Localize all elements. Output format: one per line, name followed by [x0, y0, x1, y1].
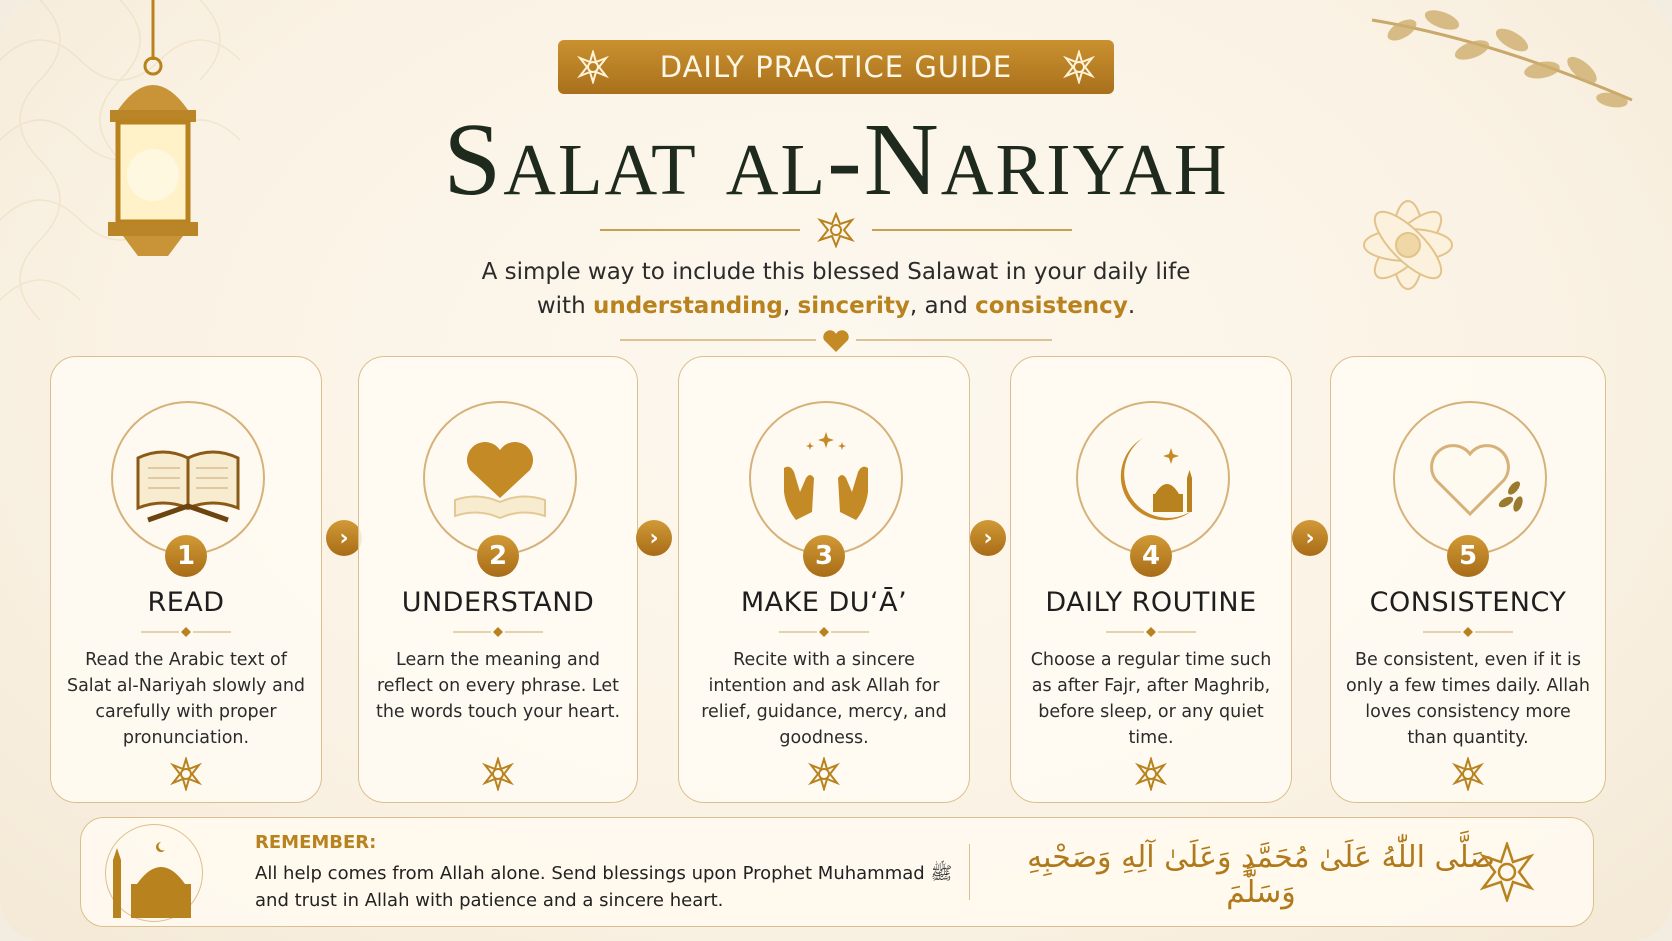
subtitle-line1: A simple way to include this blessed Salawat in your daily life: [481, 259, 1191, 285]
step-number: 4: [1130, 535, 1172, 577]
flower-ornament-icon: [169, 757, 203, 791]
step-card-understand: [358, 356, 638, 803]
step-icon-circle: [1393, 401, 1547, 555]
step-heading: READ: [147, 587, 225, 618]
mosque-icon: [91, 822, 211, 922]
step-heading: UNDERSTAND: [401, 587, 595, 618]
subtitle: [0, 255, 1672, 323]
white-heart-icon: [1410, 428, 1530, 528]
subtitle-text: .: [1127, 293, 1136, 319]
step-description: Recite with a sincere intention and ask Allah for relief, guidance, mercy, and goodness.: [701, 650, 947, 748]
remember-title: REMEMBER:: [255, 832, 377, 853]
subtitle-text: ,: [782, 293, 798, 319]
step-number: 1: [165, 535, 207, 577]
practice-guide-banner: [558, 40, 1114, 94]
banner-label: DAILY PRACTICE GUIDE: [659, 50, 1013, 84]
mini-divider: [779, 625, 869, 639]
step-icon-circle: [423, 401, 577, 555]
step-number: 5: [1447, 535, 1489, 577]
flower-ornament-icon: [481, 757, 515, 791]
step-heading: CONSISTENCY: [1369, 587, 1567, 618]
step-description: Read the Arabic text of Salat al-Nariyah slowly and carefully with proper pronunciation.: [66, 650, 306, 748]
praying-hands-icon: [766, 428, 886, 528]
highlight-sincerity: sincerity: [797, 293, 910, 319]
step-icon-circle: [111, 401, 265, 555]
flower-ornament-icon: [1451, 757, 1485, 791]
step-card-make-dua: [678, 356, 970, 803]
arabic-salawat: صَلَّى اللّٰهُ عَلَىٰ مُحَمَّدٍ وَعَلَىٰ آلِهِ وَصَحْبِهِ وَسَلَّمَ: [1027, 840, 1495, 910]
step-number: 2: [477, 535, 519, 577]
subtitle-text: with: [536, 293, 593, 319]
highlight-consistency: consistency: [975, 293, 1128, 319]
step-card-daily-routine: [1010, 356, 1292, 803]
flower-ornament-icon: [1477, 842, 1537, 902]
next-arrow-icon: ›: [970, 520, 1006, 556]
next-arrow-icon: ›: [326, 520, 362, 556]
step-card-consistency: [1330, 356, 1606, 803]
step-heading: MAKE DU‘Ā’: [740, 587, 908, 618]
title-divider: [600, 212, 1072, 248]
flower-ornament-icon: [576, 50, 610, 84]
subtitle-line2: [0, 289, 1672, 323]
page-title: Salat al-Nariyah: [443, 102, 1229, 217]
step-icon-circle: [1076, 401, 1230, 555]
open-quran-icon: [128, 428, 248, 528]
remember-box: [80, 817, 1594, 927]
step-description: Choose a regular time such as after Fajr, after Maghrib, before sleep, or any quiet time.: [1030, 650, 1272, 748]
next-arrow-icon: ›: [1292, 520, 1328, 556]
crescent-mosque-icon: [1093, 428, 1213, 528]
remember-text: All help comes from Allah alone. Send blessings upon Prophet Muhammad ﷺ and trust in Allah with patience and a sincere heart.: [255, 863, 953, 911]
step-number: 3: [803, 535, 845, 577]
subtitle-text: , and: [909, 293, 976, 319]
mini-divider: [1423, 625, 1513, 639]
mini-divider: [1106, 625, 1196, 639]
divider-line: [969, 844, 970, 900]
mini-divider: [141, 625, 231, 639]
flower-ornament-icon: [1134, 757, 1168, 791]
flower-ornament-icon: [1062, 50, 1096, 84]
mini-divider: [453, 625, 543, 639]
next-arrow-icon: ›: [636, 520, 672, 556]
step-icon-circle: [749, 401, 903, 555]
heart-book-icon: [440, 428, 560, 528]
flower-ornament-icon: [807, 757, 841, 791]
step-card-read: [50, 356, 322, 803]
step-heading: DAILY ROUTINE: [1045, 587, 1257, 618]
step-description: Learn the meaning and reflect on every phrase. Let the words touch your heart.: [375, 650, 621, 722]
step-description: Be consistent, even if it is only a few times daily. Allah loves consistency more than quantity.: [1346, 650, 1590, 748]
heart-divider: [620, 330, 1052, 356]
highlight-understanding: understanding: [592, 293, 783, 319]
